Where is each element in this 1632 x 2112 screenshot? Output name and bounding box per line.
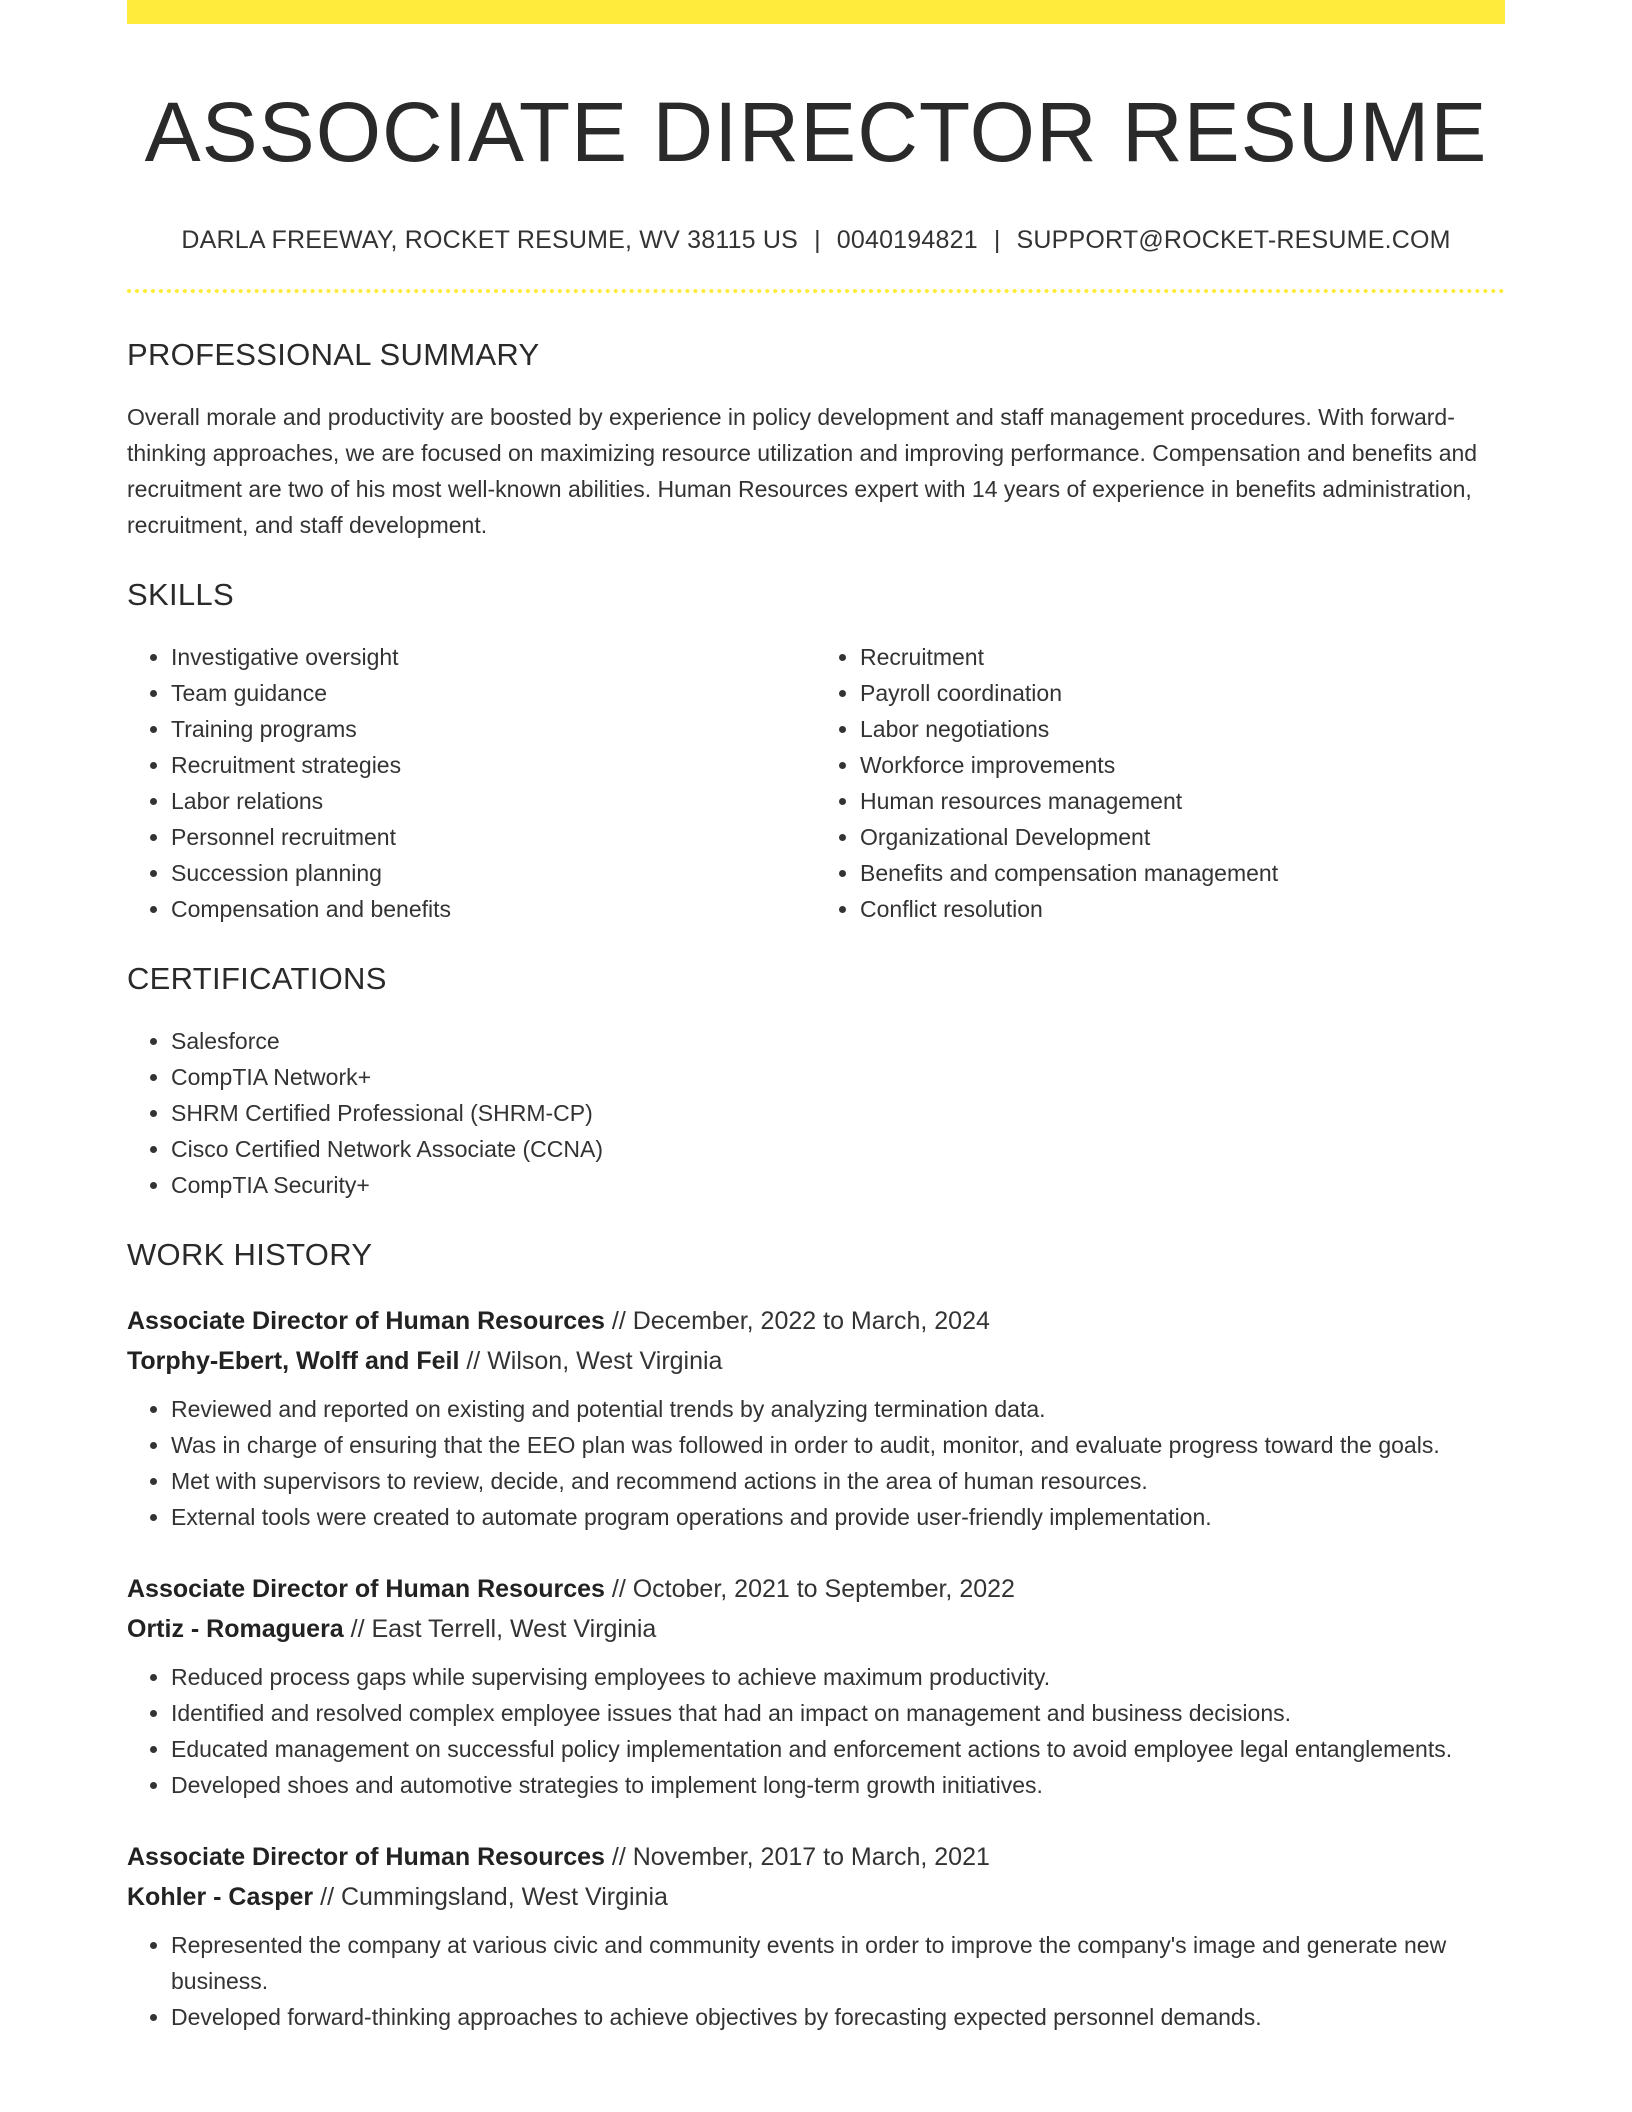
- work-history-heading: WORK HISTORY: [127, 1237, 373, 1273]
- job-bullet: • Represented the company at various civic and community events in order to improve the company's image and generate new business.: [171, 1927, 1505, 1999]
- job-entry: [127, 1301, 1505, 1535]
- contact-separator: |: [993, 226, 1001, 255]
- skill-item: • Labor negotiations: [860, 711, 1505, 747]
- job-dates: // November, 2017 to March, 2021: [611, 1843, 990, 1872]
- job-bullet: • Identified and resolved complex employee issues that had an impact on management and business decisions.: [171, 1695, 1505, 1731]
- page-title: ASSOCIATE DIRECTOR RESUME: [144, 85, 1488, 179]
- contact-address: DARLA FREEWAY, ROCKET RESUME, WV 38115 US: [181, 226, 799, 255]
- job-bullet: • Developed forward-thinking approaches to achieve objectives by forecasting expected personnel demands.: [171, 1999, 1505, 2035]
- summary-heading: PROFESSIONAL SUMMARY: [127, 337, 540, 373]
- job-dates: // October, 2021 to September, 2022: [611, 1575, 1015, 1604]
- job-title-line: [127, 1301, 1505, 1341]
- skill-item: • Training programs: [171, 711, 816, 747]
- job-company-line: [127, 1341, 1505, 1381]
- certifications-list: [127, 1023, 1505, 1203]
- job-location: // Cummingsland, West Virginia: [320, 1883, 668, 1912]
- job-title-line: [127, 1837, 1505, 1877]
- certification-item: • Salesforce: [171, 1023, 1505, 1059]
- job-bullet: • External tools were created to automate program operations and provide user-friendly implementation.: [171, 1499, 1505, 1535]
- job-entry: [127, 1837, 1505, 2035]
- certification-item: • CompTIA Network+: [171, 1059, 1505, 1095]
- skills-left-column: [127, 639, 816, 927]
- certification-item: • SHRM Certified Professional (SHRM-CP): [171, 1095, 1505, 1131]
- skill-item: • Human resources management: [860, 783, 1505, 819]
- skill-item: • Personnel recruitment: [171, 819, 816, 855]
- skill-item: • Conflict resolution: [860, 891, 1505, 927]
- skill-item: • Workforce improvements: [860, 747, 1505, 783]
- job-dates: // December, 2022 to March, 2024: [611, 1307, 990, 1336]
- job-bullet: • Developed shoes and automotive strategies to implement long-term growth initiatives.: [171, 1767, 1505, 1803]
- job-entry: [127, 1569, 1505, 1803]
- skill-item: • Recruitment strategies: [171, 747, 816, 783]
- skills-heading: SKILLS: [127, 577, 234, 613]
- top-accent-bar: [127, 0, 1505, 24]
- skill-item: • Organizational Development: [860, 819, 1505, 855]
- job-company-line: [127, 1609, 1505, 1649]
- certifications-heading: CERTIFICATIONS: [127, 961, 387, 997]
- skill-item: • Benefits and compensation management: [860, 855, 1505, 891]
- job-company-line: [127, 1877, 1505, 1917]
- job-title-line: [127, 1569, 1505, 1609]
- skill-item: • Payroll coordination: [860, 675, 1505, 711]
- summary-text: Overall morale and productivity are boosted by experience in policy development and staff management procedures. With forward-thinking approaches, we are focused on maximizing resource utilization and improving performance. Compensation and benefits and recruitment are two of his most well-known abilities. Human Resources expert with 14 years of experience in benefits administration, recruitment, and staff development.: [127, 404, 1478, 539]
- contact-email[interactable]: SUPPORT@ROCKET-RESUME.COM: [1016, 226, 1451, 255]
- skill-item: • Investigative oversight: [171, 639, 816, 675]
- dotted-divider: [127, 289, 1505, 293]
- job-location: // East Terrell, West Virginia: [350, 1615, 657, 1644]
- job-title: Associate Director of Human Resources: [127, 1307, 605, 1336]
- job-company: Kohler - Casper: [127, 1883, 314, 1912]
- job-bullets: [127, 1659, 1505, 1803]
- job-location: // Wilson, West Virginia: [466, 1347, 723, 1376]
- skill-item: • Succession planning: [171, 855, 816, 891]
- skills-right-column: [816, 639, 1505, 927]
- job-company: Torphy-Ebert, Wolff and Feil: [127, 1347, 460, 1376]
- job-bullets: [127, 1391, 1505, 1535]
- certification-item: • CompTIA Security+: [171, 1167, 1505, 1203]
- skill-item: • Compensation and benefits: [171, 891, 816, 927]
- job-bullet: • Was in charge of ensuring that the EEO plan was followed in order to audit, monitor, and evaluate progress toward the goals.: [171, 1427, 1505, 1463]
- contact-phone: 0040194821: [836, 226, 978, 255]
- contact-separator: |: [814, 226, 821, 255]
- skill-item: • Labor relations: [171, 783, 816, 819]
- job-title: Associate Director of Human Resources: [127, 1843, 605, 1872]
- certification-item: • Cisco Certified Network Associate (CCNA): [171, 1131, 1505, 1167]
- job-title: Associate Director of Human Resources: [127, 1575, 605, 1604]
- resume-page: [127, 0, 1505, 2035]
- skills-list: [127, 639, 1505, 927]
- contact-line: [127, 226, 1505, 255]
- job-bullet: • Educated management on successful policy implementation and enforcement actions to avoid employee legal entanglements.: [171, 1731, 1505, 1767]
- job-bullet: • Reduced process gaps while supervising employees to achieve maximum productivity.: [171, 1659, 1505, 1695]
- skill-item: • Team guidance: [171, 675, 816, 711]
- job-company: Ortiz - Romaguera: [127, 1615, 344, 1644]
- skill-item: • Recruitment: [860, 639, 1505, 675]
- job-bullets: [127, 1927, 1505, 2035]
- job-bullet: • Met with supervisors to review, decide, and recommend actions in the area of human resources.: [171, 1463, 1505, 1499]
- job-bullet: • Reviewed and reported on existing and potential trends by analyzing termination data.: [171, 1391, 1505, 1427]
